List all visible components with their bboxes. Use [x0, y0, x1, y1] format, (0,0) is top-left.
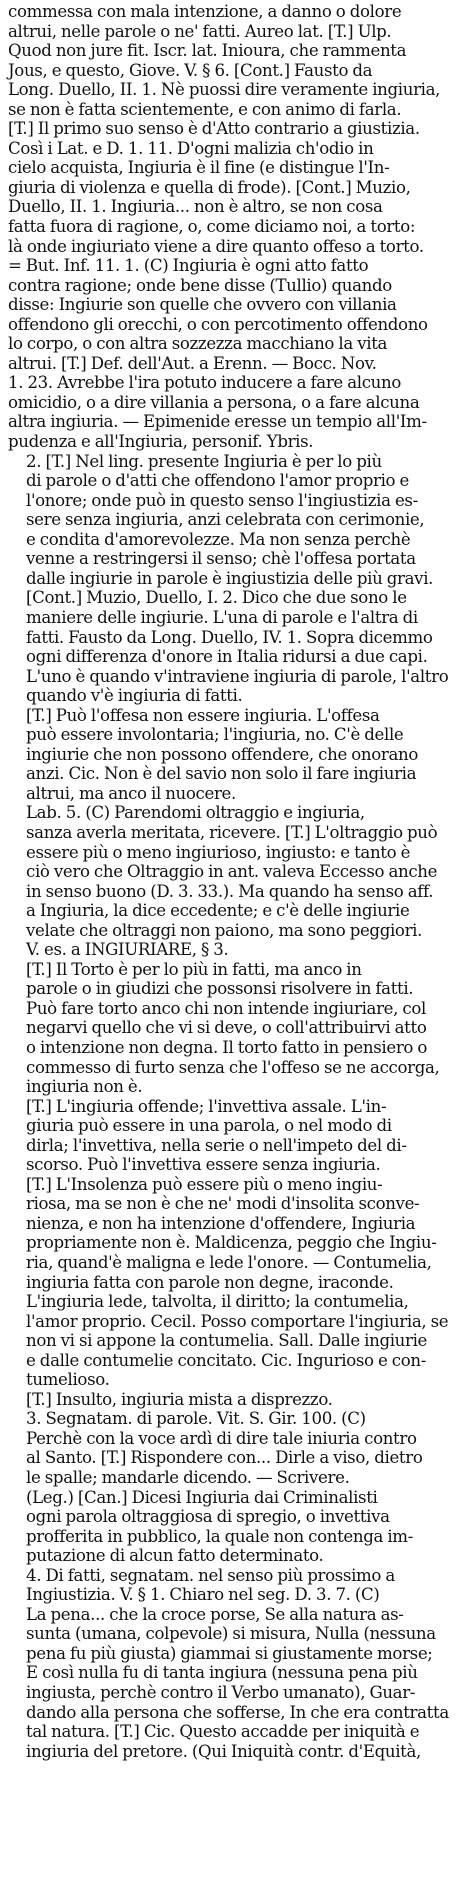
text-line: al Santo. [T.] Rispondere con... Dirle a viso, dietro	[26, 1448, 423, 1468]
text-line: Così i Lat. e D. 1. 11. D'ogni malizia ch'odio in	[8, 138, 374, 158]
text-line: e condita d'amorevolezze. Ma non senza perchè	[26, 529, 411, 549]
text-line: V. es. a INGIURIARE, § 3.	[26, 940, 229, 960]
text-line: ingiusta, perchè contro il Verbo umanato), Guar-	[26, 1683, 416, 1703]
entry-paragraph	[8, 706, 467, 804]
text-line: ogni parola oltraggiosa di spregio, o invettiva	[26, 1507, 390, 1527]
text-line: là onde ingiuriato viene a dire quanto offeso a torto.	[8, 236, 424, 256]
entry-paragraph	[8, 1097, 467, 1175]
text-line: essere più o meno ingiurioso, ingiusto: e tanto è	[26, 842, 411, 862]
text-line: pudenza e all'Ingiuria, personif. Ybris.	[8, 432, 314, 452]
text-line: ingiuria non è.	[26, 1077, 143, 1097]
text-line: cielo acquista, Ingiuria è il fine (e distingue l'In-	[8, 158, 390, 178]
text-line: negarvi quello che vi si deve, o coll'attribuirvi atto	[26, 1018, 427, 1038]
text-line: E così nulla fu di tanta ingiura (nessuna pena più	[26, 1663, 418, 1683]
text-line: L'ingiuria lede, talvolta, il diritto; la contumelia,	[26, 1292, 409, 1312]
text-line: propriamente non è. Maldicenza, peggio che Ingiu-	[26, 1233, 437, 1253]
text-line: Long. Duello, II. 1. Nè puossi dire veramente ingiuria,	[8, 80, 441, 100]
entry-paragraph	[8, 1488, 467, 1566]
text-line: se non è fatta scientemente, e con animo di farla.	[8, 99, 402, 119]
text-line: = But. Inf. 11. 1. (C) Ingiuria è ogni atto fatto	[8, 256, 369, 276]
text-line: dalle ingiurie in parole è ingiustizia delle più gravi.	[26, 568, 434, 588]
text-line: a Ingiuria, la dice eccedente; e c'è delle ingiurie	[26, 901, 410, 921]
text-line: fatti. Fausto da Long. Duello, IV. 1. Sopra dicemmo	[26, 627, 433, 647]
text-line: anzi. Cic. Non è del savio non solo il fare ingiuria	[26, 764, 417, 784]
text-line: Può fare torto anco chi non intende ingiuriare, col	[26, 998, 426, 1018]
text-line: sunta (umana, colpevole) si misura, Nulla (nessuna	[26, 1624, 436, 1644]
text-line: commessa con mala intenzione, a danno o dolore	[8, 2, 402, 21]
text-line: le spalle; mandarle dicendo. — Scrivere.	[26, 1468, 350, 1488]
text-line: Duello, II. 1. Ingiuria... non è altro, se non cosa	[8, 197, 383, 217]
text-line: ogni differenza d'onore in Italia ridursi a due capi.	[26, 647, 428, 667]
text-line: 1. 23. Avrebbe l'ira potuto inducere a fare alcuno	[8, 373, 401, 393]
text-line: altrui, ma anco il nuocere.	[26, 783, 236, 803]
text-line: 4. Di fatti, segnatam. nel senso più prossimo a	[26, 1565, 395, 1585]
entry-paragraph	[8, 1566, 467, 1761]
text-line: disse: Ingiurie son quelle che ovvero con villania	[8, 295, 397, 315]
text-line: tal natura. [T.] Cic. Questo accadde per iniquità e	[26, 1722, 420, 1742]
text-line: dirla; l'invettiva, nella serie o nell'impeto del di-	[26, 1135, 407, 1155]
text-line: nienza, e non ha intenzione d'offendere, Ingiuria	[26, 1213, 416, 1233]
entry-paragraph	[8, 2, 467, 452]
text-line: riosa, ma se non è che ne' modi d'insolita sconve-	[26, 1194, 420, 1214]
text-line: quando v'è ingiuria di fatti.	[26, 686, 243, 706]
text-line: di parole o d'atti che offendono l'amor proprio e	[26, 471, 409, 491]
text-line: può essere involontaria; l'ingiuria, no. C'è delle	[26, 725, 404, 745]
text-line: giuria di violenza e quella di frode). [Cont.] Muzio,	[8, 177, 411, 197]
text-line: contra ragione; onde bene disse (Tullio) quando	[8, 275, 392, 295]
entry-paragraph	[8, 1390, 467, 1410]
entry-paragraph	[8, 1175, 467, 1390]
text-line: ingiuria fatta con parole non degne, iraconde.	[26, 1272, 394, 1292]
text-line: Lab. 5. (C) Parendomi oltraggio e ingiuria,	[26, 803, 365, 823]
entry-paragraph	[8, 803, 467, 959]
text-line: [T.] L'ingiuria offende; l'invettiva assale. L'in-	[26, 1096, 387, 1116]
text-line: o intenzione non degna. Il torto fatto in pensiero o	[26, 1037, 428, 1057]
text-line: ingiuria del pretore. (Qui Iniquità contr. d'Equità,	[26, 1741, 421, 1761]
text-line: La pena... che la croce porse, Se alla natura as-	[26, 1604, 404, 1624]
text-line: [T.] Il primo suo senso è d'Atto contrario a giustizia.	[8, 119, 420, 139]
text-line: sere senza ingiuria, anzi celebrata con cerimonie,	[26, 510, 425, 530]
text-line: ria, quand'è maligna e lede l'onore. — Contumelia,	[26, 1253, 432, 1272]
text-line: offendono gli orecchi, o con percotimento offendono	[8, 314, 428, 334]
text-line: [T.] Insulto, ingiuria mista a disprezzo.	[26, 1389, 333, 1409]
text-line: tumelioso.	[26, 1370, 110, 1390]
text-line: 3. Segnatam. di parole. Vit. S. Gir. 100. (C)	[26, 1409, 366, 1429]
text-line: l'onore; onde può in questo senso l'ingiustizia es-	[26, 490, 418, 510]
text-line: scorso. Può l'invettiva essere senza ingiuria.	[26, 1155, 381, 1175]
text-line: altra ingiuria. — Epimenide eresse un tempio all'Im-	[8, 412, 427, 432]
text-line: venne a restringersi il senso; chè l'offesa portata	[26, 549, 416, 569]
text-line: in senso buono (D. 3. 33.). Ma quando ha senso aff.	[26, 881, 434, 901]
text-line: lo corpo, o con altra sozzezza macchiano la vita	[8, 334, 388, 354]
text-line: altrui, nelle parole o ne' fatti. Aureo lat. [T.] Ulp.	[8, 21, 392, 41]
entry-paragraph	[8, 452, 467, 706]
text-line: ingiurie che non possono offendere, che onorano	[26, 744, 418, 764]
text-line: fatta fuora di ragione, o, come diciamo noi, a torto:	[8, 217, 416, 237]
text-line: [T.] L'Insolenza può essere più o meno ingiu-	[26, 1174, 383, 1194]
text-line: (Leg.) [Can.] Dicesi Ingiuria dai Criminalisti	[26, 1487, 378, 1507]
text-line: [T.] Può l'offesa non essere ingiuria. L'offesa	[26, 705, 380, 725]
text-line: Quod non jure fit. Iscr. lat. Inioura, che rammenta	[8, 41, 407, 61]
text-line: sanza averla meritata, ricevere. [T.] L'oltraggio può	[26, 822, 438, 842]
text-line: Jous, e questo, Giove. V. § 6. [Cont.] Fausto da	[8, 60, 373, 80]
text-line: pena fu più giusta) giammai si giustamente morse;	[26, 1643, 433, 1663]
text-line: non vi si appone la contumelia. Sall. Dalle ingiurie	[26, 1331, 428, 1351]
text-line: altrui. [T.] Def. dell'Aut. a Erenn. — Bocc. Nov.	[8, 353, 377, 373]
text-line: parole o in giudizi che possonsi risolvere in fatti.	[26, 979, 414, 999]
entry-paragraph	[8, 960, 467, 1097]
text-line: omicidio, o a dire villania a persona, o a fare alcuna	[8, 392, 420, 412]
text-line: [Cont.] Muzio, Duello, I. 2. Dico che due sono le	[26, 588, 407, 608]
text-line: L'uno è quando v'intraviene ingiuria di parole, l'altro	[26, 666, 449, 686]
text-line: 2. [T.] Nel ling. presente Ingiuria è per lo più	[26, 451, 382, 471]
text-line: profferita in pubblico, la quale non contenga im-	[26, 1526, 413, 1546]
text-line: Perchè con la voce ardì di dire tale iniuria contro	[26, 1428, 417, 1448]
text-line: velate che oltraggi non paiono, ma sono peggiori.	[26, 920, 423, 940]
text-line: e dalle contumelie concitato. Cic. Ingurioso e con-	[26, 1350, 426, 1370]
text-line: Ingiustizia. V. § 1. Chiaro nel seg. D. 3. 7. (C)	[26, 1585, 380, 1605]
entry-paragraph	[8, 1409, 467, 1487]
text-line: giuria può essere in una parola, o nel modo di	[26, 1116, 392, 1136]
text-line: [T.] Il Torto è per lo più in fatti, ma anco in	[26, 959, 362, 979]
text-line: putazione di alcun fatto determinato.	[26, 1546, 324, 1566]
text-line: ciò vero che Oltraggio in ant. valeva Eccesso anche	[26, 862, 438, 882]
text-line: dando alla persona che sofferse, In che era contratta	[26, 1702, 449, 1722]
text-line: l'amor proprio. Cecil. Posso comportare l'ingiuria, se	[26, 1311, 449, 1331]
text-line: commesso di furto senza che l'offeso se ne accorga,	[26, 1057, 440, 1077]
text-line: maniere delle ingiurie. L'una di parole e l'altra di	[26, 607, 418, 627]
